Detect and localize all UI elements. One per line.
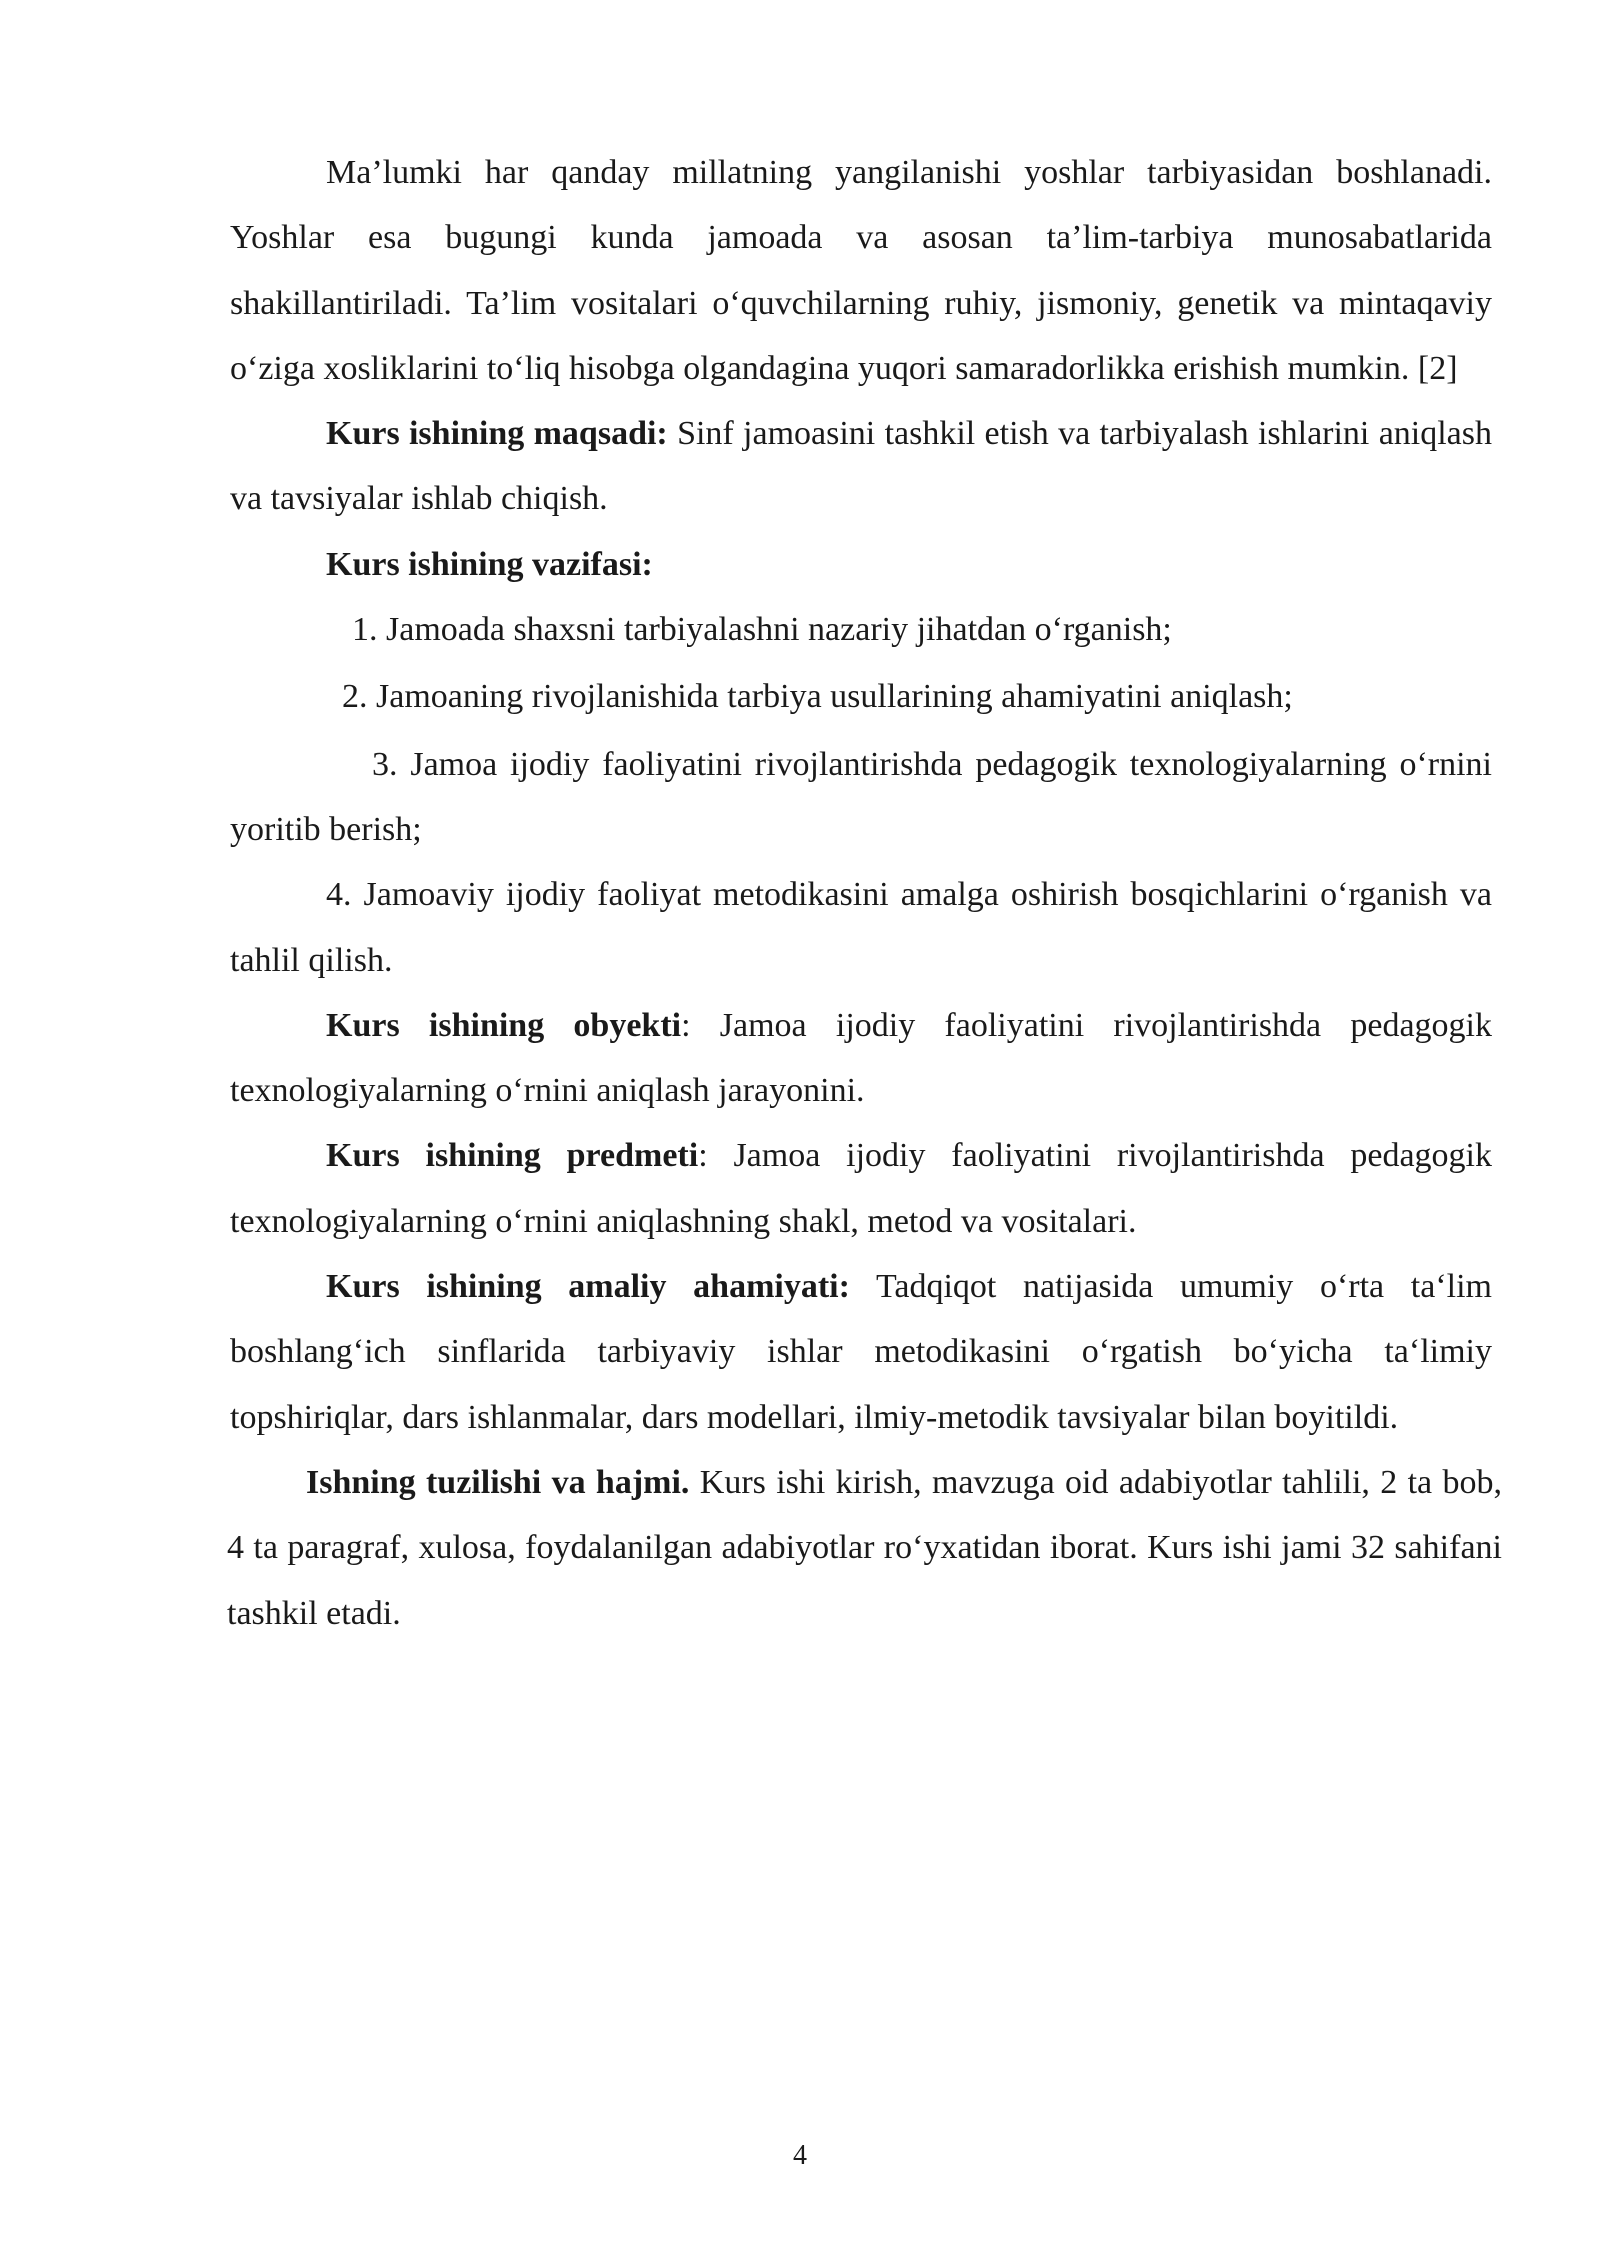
document-page — [227, 140, 1502, 1646]
structure-paragraph — [227, 1450, 1502, 1646]
practical-paragraph — [230, 1254, 1492, 1450]
intro-paragraph: Ma’lumki har qanday millatning yangilanishi yoshlar tarbiyasidan boshlanadi. Yoshlar esa bugungi kunda jamoada va asosan ta’lim-tarbiya munosabatlarida shakillantiriladi. Ta’lim vositalari o‘quvchilarning ruhiy, jismoniy, genetik va mintaqaviy o‘ziga xosliklarini to‘liq hisobga olgandagina yuqori samaradorlikka erishish mumkin. [2] — [230, 154, 1492, 387]
goal-label: Kurs ishining maqsadi: — [326, 415, 668, 453]
subject-text: : Jamoa ijodiy faoliyatini rivojlantirishda pedagogik texnologiyalarning o‘rnini aniqlashning shakl, metod va vositalari. — [230, 1137, 1493, 1240]
object-label: Kurs ishining obyekti — [326, 1006, 682, 1044]
goal-text: Sinf jamoasini tashkil etish va tarbiyalash ishlarini aniqlash va tavsiyalar ishlab chiqish. — [230, 415, 1492, 518]
object-paragraph — [230, 993, 1492, 1124]
object-text: : Jamoa ijodiy faoliyatini rivojlantirishda pedagogik texnologiyalarning o‘rnini aniqlash jarayonini. — [230, 1006, 1492, 1110]
goal-paragraph — [230, 401, 1492, 532]
practical-text: Tadqiqot natijasida umumiy o‘rta ta‘lim boshlang‘ich sinflarida tarbiyaviy ishlar metodikasini o‘rgatish bo‘yicha ta‘limiy topshiriqlar, dars ishlanmalar, dars modellari, ilmiy-metodik tavsiyalar bilan boyitildi. — [230, 1268, 1492, 1436]
structure-label: Ishning tuzilishi va hajmi. — [306, 1463, 690, 1501]
tasks-label: Kurs ishining vazifasi: — [326, 545, 653, 583]
task-item-4: 4. Jamoaviy ijodiy faoliyat metodikasini amalga oshirish bosqichlarini o‘rganish va tahlil qilish. — [230, 876, 1492, 979]
task-item-3: 3. Jamoa ijodiy faoliyatini rivojlantirishda pedagogik texnologiyalarning o‘rnini yoritib berish; — [230, 745, 1492, 848]
practical-label: Kurs ishining amaliy ahamiyati: — [326, 1268, 850, 1306]
page-number: 4 — [793, 2140, 807, 2171]
task-item-1: 1. Jamoada shaxsni tarbiyalashni nazariy jihatdan o‘rganish; — [352, 611, 1172, 649]
subject-paragraph — [230, 1123, 1492, 1254]
subject-label: Kurs ishining predmeti — [326, 1137, 699, 1175]
task-item-2: 2. Jamoaning rivojlanishida tarbiya usullarining ahamiyatini aniqlash; — [342, 678, 1293, 716]
structure-text: Kurs ishi kirish, mavzuga oid adabiyotlar tahlili, 2 ta bob, 4 ta paragraf, xulosa, foydalanilgan adabiyotlar ro‘yxatidan iborat. Kurs ishi jami 32 sahifani tashkil etadi. — [227, 1463, 1502, 1632]
